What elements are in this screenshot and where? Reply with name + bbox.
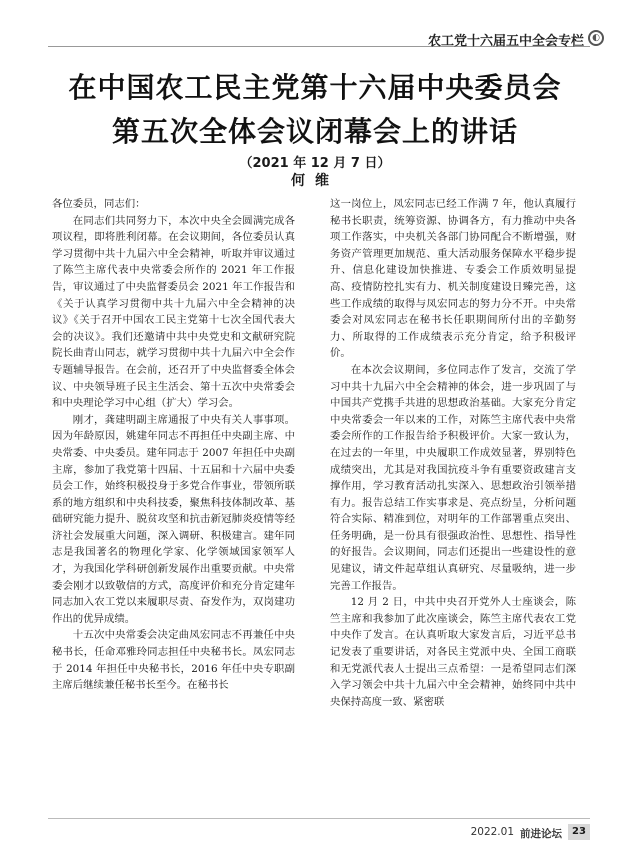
paragraph: 12 月 2 日，中共中央召开党外人士座谈会，陈竺主席和我参加了此次座谈会，陈竺主席代表农工党中央作了发言。在认真听取大家发言后，习近平总书记发表了重要讲话，对各民主党派中央、全国工商联和无党派代表人士提出三点希望：一是希望同志们深入学习领会中共十九届六中全会精神，始终同中共中央保持高度一致、紧密联	[330, 596, 576, 708]
page-number: 23	[568, 824, 590, 840]
footer-rule	[48, 818, 590, 819]
paragraph: 十五次中央常委会决定曲凤宏同志不再兼任中央秘书长，任命邓雅玲同志担任中央秘书长。凤宏同志于 2014 年担任中央秘书长，2016 年任中央专职副主席后继续兼任秘书长至今。在秘书长	[52, 629, 295, 692]
paragraph: 刚才，龚建明副主席通报了中央有关人事事项。因为年龄原因，姚建年同志不再担任中央副主席、中央常委、中央委员。建年同志于 2007 年担任中央副主席，参加了我党第十四届、十五届和十六届中央委员会工作，始终积极投身于多党合作事业，带领所联系的地方组织和中央科技委，聚焦科技体制改革、基础研究能力提升、脱贫攻坚和抗击新冠肺炎疫情等经济社会发展重大问题，深入调研、积极建言。建年同志是我国著名的物理化学家、化学领域国家领军人才，为我国化学科研创新发展作出重要贡献。中央常委会刚才以致敬信的方式，高度评价和充分肯定建年同志加入农工党以来履职尽责、奋发作为，双岗建功作出的优异成绩。	[52, 413, 295, 625]
salutation: 各位委员，同志们：	[52, 198, 146, 210]
article-title-line1: 在中国农工民主党第十六届中央委员会	[68, 71, 562, 104]
paragraph-continued: 这一岗位上，凤宏同志已经工作满 7 年，他认真履行秘书长职责，统筹资源、协调各方，有力推动中央各项工作落实，中央机关各部门协同配合不断增强，财务资产管理更加规范、重大活动服务保障水平稳步提升、信息化建设加快推进、专委会工作质效明显提高、疫情防控扎实有力、机关制度建设日臻完善，这些工作成绩的取得与凤宏同志的努力分不开。中央常委会对凤宏同志在秘书长任职期间所付出的辛勤努力、所取得的工作成绩表示充分肯定，给予积极评价。	[330, 198, 576, 360]
article-date: （2021 年 12 月 7 日）	[239, 156, 391, 171]
article-title-line2: 第五次全体会议闭幕会上的讲话	[111, 115, 518, 148]
paragraph: 在本次会议期间，多位同志作了发言，交流了学习中共十九届六中全会精神的体会，进一步巩固了与中国共产党携手共进的思想政治基础。大家充分肯定中央常委会一年以来的工作，对陈竺主席代表中央常委会所作的工作报告给予积极评价。大家一致认为，在过去的一年里，中央履职工作成效显著，界别特色成绩突出，尤其是对我国抗疫斗争有重要资政建言支撑作用，学习教育活动扎实深入、思想政治引领举措有力。报告总结工作实事求是、亮点纷呈，分析问题符合实际、精准到位，对明年的工作部署重点突出、任务明确，是一份具有很强政治性、思想性、指导性的好报告。会议期间，同志们还提出一些建设性的意见建议，请文件起草组认真研究、尽量吸纳，进一步完善工作报告。	[330, 363, 576, 592]
page-header	[0, 0, 630, 62]
article-author: 何维	[291, 173, 339, 189]
left-column	[52, 196, 295, 694]
section-title: 农工党十六届五中全会专栏	[427, 34, 584, 49]
paragraph: 在同志们共同努力下，本次中央全会圆满完成各项议程，即将胜利闭幕。在会议期间，各位委员认真学习贯彻中共十九届六中全会精神，听取并审议通过了陈竺主席代表中央常委会所作的 2021 年工作报告，审议通过了中央监督委员会 2021 年工作报告和《关于认真学习贯彻中共十九届六中全会精神的决议》《关于召开中国农工民主党第十七次全国代表大会的决议》。我们还邀请中共中央党史和文献研究院院长曲青山同志，就学习贯彻中共十九届六中全会作专题辅导报告。在会前，还召开了中央监督委全体会议、中央领导班子民主生活会、第十五次中央常委会和中央理论学习中心组（扩大）学习会。	[52, 214, 295, 410]
page-footer	[0, 818, 630, 848]
right-column	[330, 196, 576, 710]
section-badge-icon: ◐	[588, 30, 604, 46]
issue-number: 2022.01	[470, 826, 514, 838]
journal-name: 前进论坛	[520, 828, 562, 840]
